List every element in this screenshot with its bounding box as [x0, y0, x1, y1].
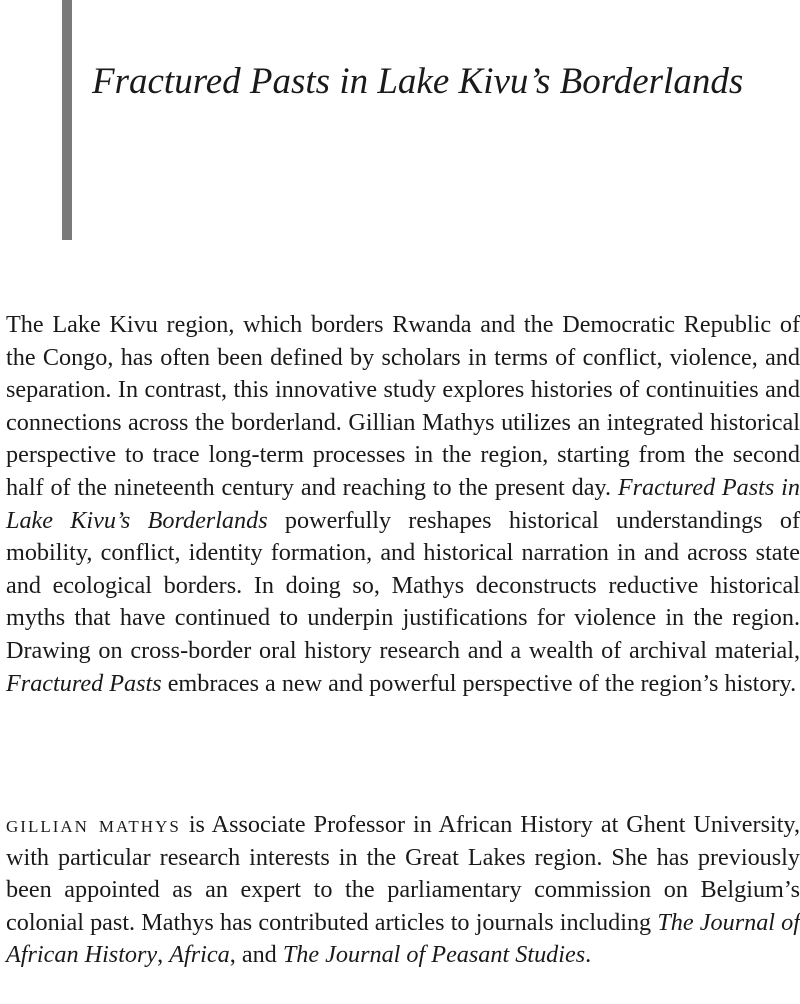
author-name: gillian mathys [6, 811, 181, 838]
bio-end: . [585, 941, 592, 969]
author-bio [6, 809, 800, 972]
description-text-1: The Lake Kivu region, which borders Rwanda and the Democratic Republic of the Congo, has often been defined by scholars in terms of conflict, violence, and separation. In contrast, this innovative study explores histories of continuities and connections across the borderland. Gillian Mathys utilizes an integrated historical perspective to trace long-term processes in the region, starting from the second half of the nineteenth century and reaching to the present day. [6, 311, 800, 501]
journal-title-2: Africa [169, 941, 230, 969]
journal-title-1: The Journal of African History [6, 908, 800, 969]
description-book-title: Fractured Pasts in Lake Kivu’s Borderlands [6, 473, 800, 534]
description-text-3: embraces a new and powerful perspective of the region’s history. [161, 669, 797, 697]
book-title: Fractured Pasts in Lake Kivu’s Borderlands [92, 61, 744, 102]
description-short-title: Fractured Pasts [6, 669, 162, 697]
journal-title-3: The Journal of Peasant Studies [282, 941, 586, 969]
book-description [6, 309, 800, 700]
bio-separator-1: , [157, 941, 170, 969]
description-text-2: powerfully reshapes historical understandings of mobility, conflict, identity formation, and historical narration in and across state and ecological borders. In doing so, Mathys deconstructs reductive historical myths that have continued to underpin justifications for violence in the region. Drawing on cross-border oral history research and a wealth of archival material, [6, 506, 800, 664]
bio-text-1: is Associate Professor in African History at Ghent University, with particular research interests in the Great Lakes region. She has previously been appointed as an expert to the parliamentary commission on Belgium’s colonial past. Mathys has contributed articles to journals including [6, 811, 800, 936]
bio-separator-2: , and [229, 941, 283, 969]
decorative-side-bar [62, 0, 72, 240]
